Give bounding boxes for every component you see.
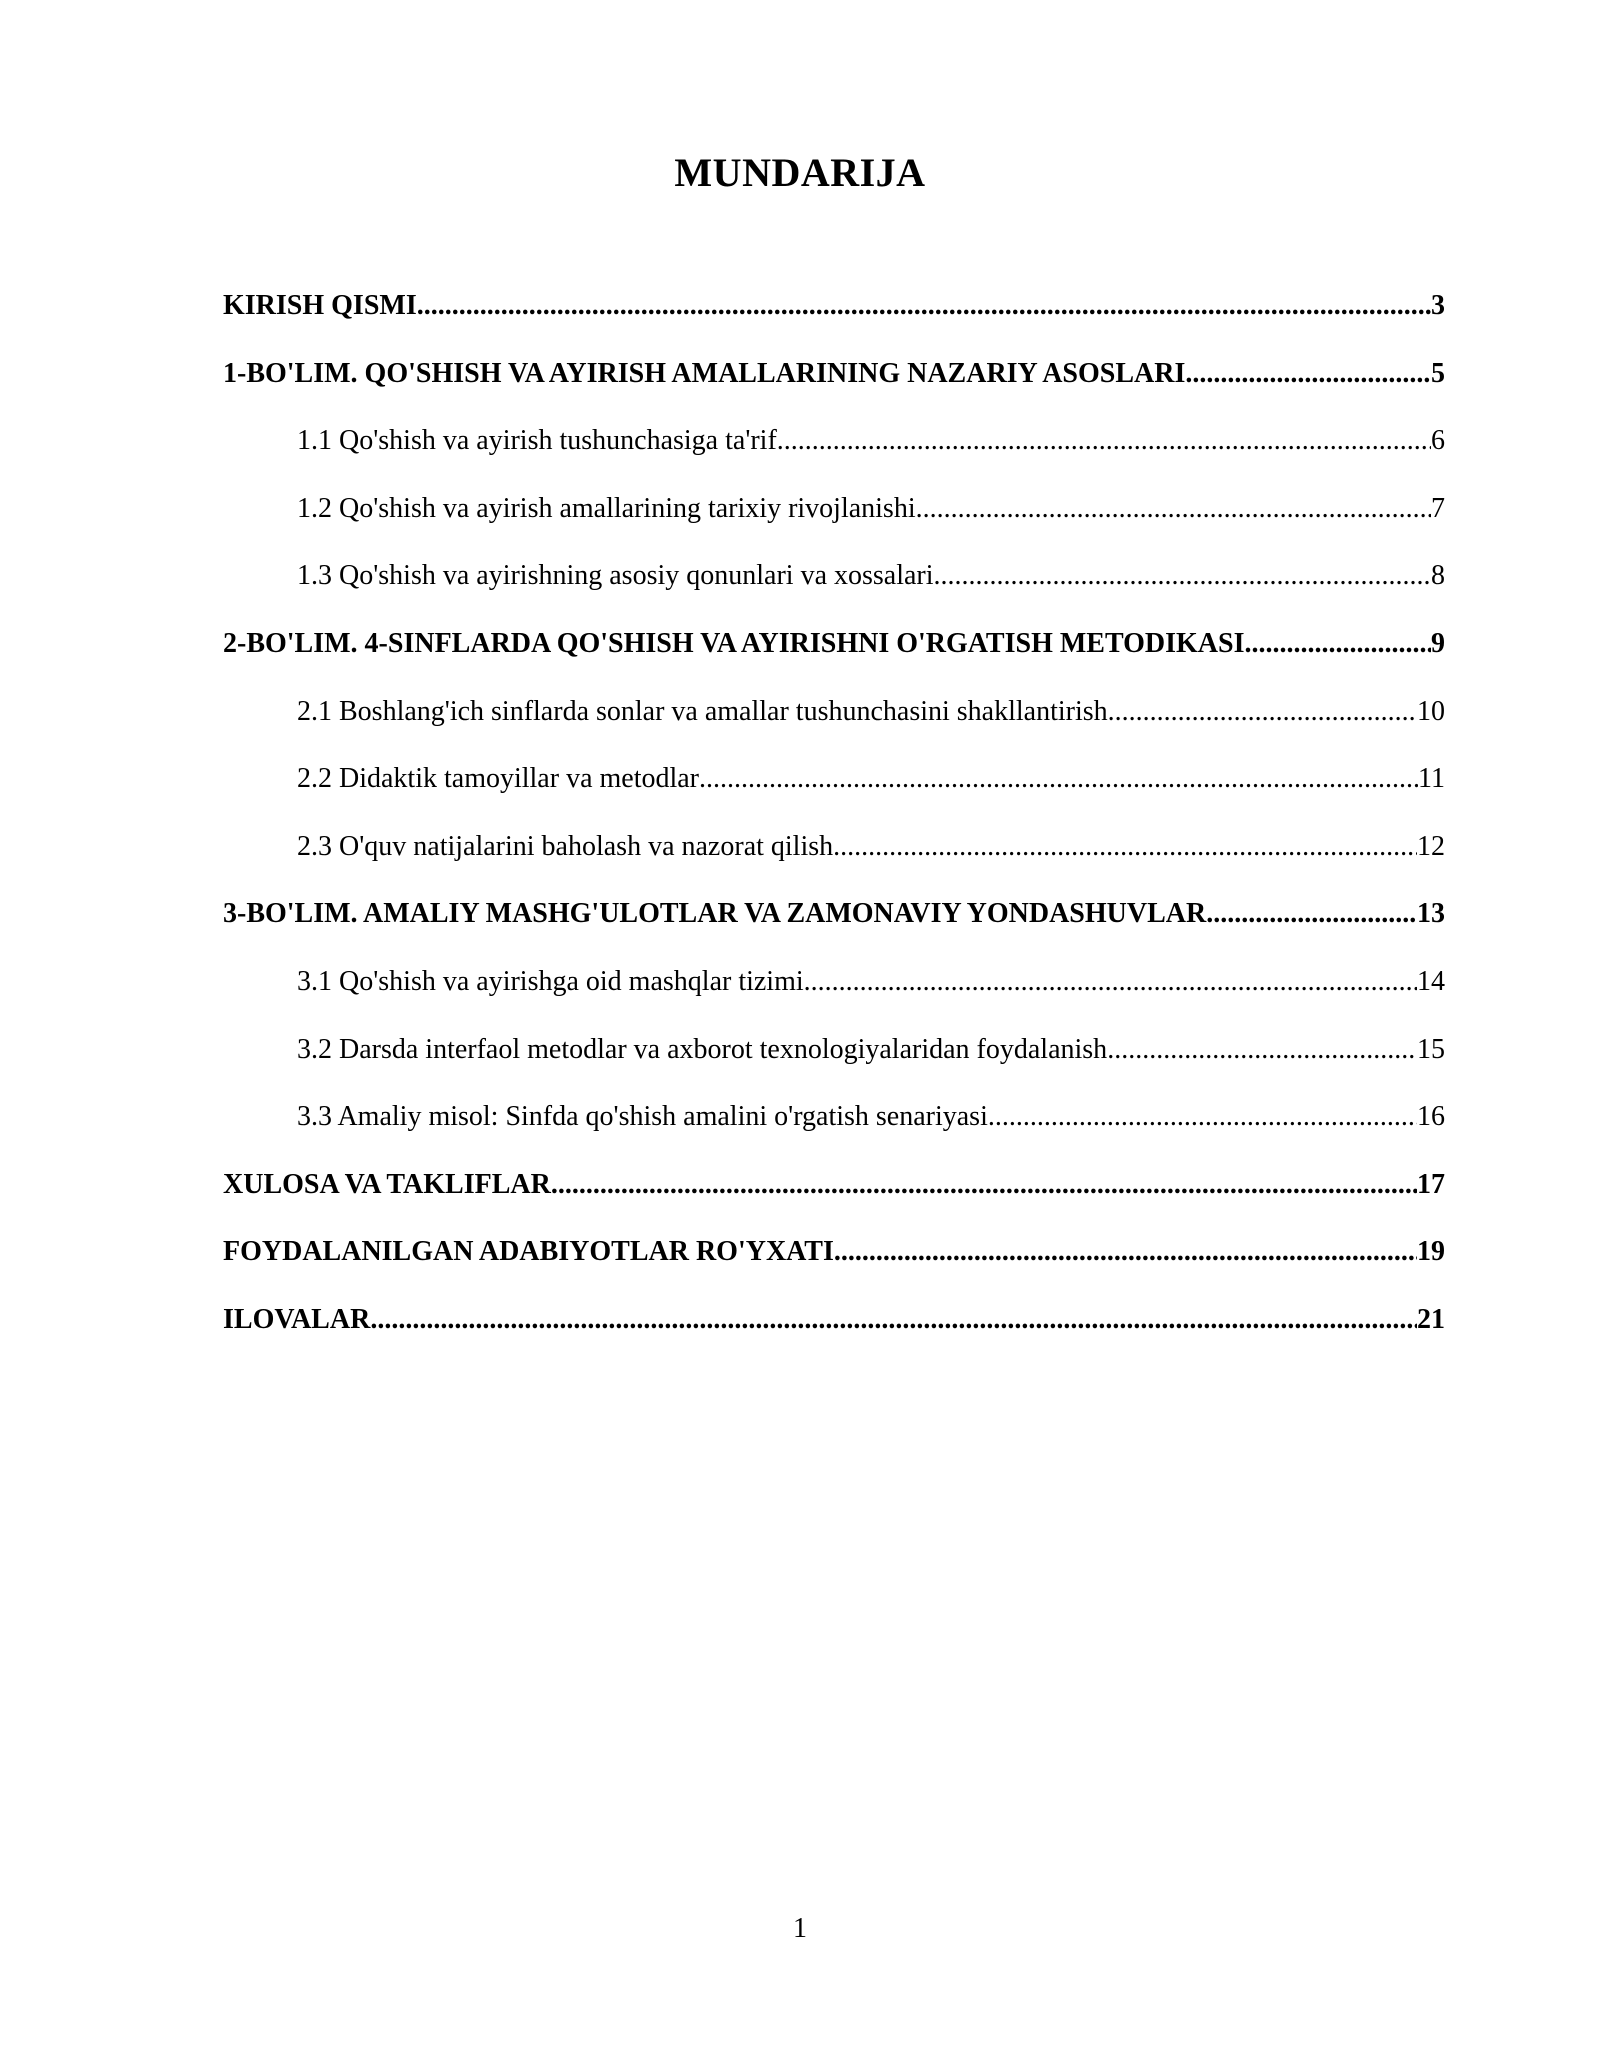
toc-dot-leader (833, 827, 1417, 867)
toc-entry-page: 17 (1417, 1168, 1445, 1200)
toc-dot-leader (777, 421, 1431, 461)
toc-dot-leader (804, 962, 1417, 1002)
toc-entry[interactable] (223, 556, 1445, 624)
toc-entry-title: 1.3 Qo'shish va ayirishning asosiy qonunlari va xossalari (297, 560, 934, 592)
toc-dot-leader (370, 1300, 1417, 1340)
toc-entry-title: 3.3 Amaliy misol: Sinfda qo'shish amalini o'rgatish senariyasi (297, 1101, 988, 1133)
toc-entry-title: 3-BO'LIM. AMALIY MASHG'ULOTLAR VA ZAMONAVIY YONDASHUVLAR (223, 898, 1207, 930)
toc-entry[interactable] (223, 286, 1445, 354)
toc-entry-page: 9 (1431, 627, 1445, 659)
toc-entry[interactable] (223, 759, 1445, 827)
toc-entry-title: 3.2 Darsda interfaol metodlar va axborot texnologiyalaridan foydalanish (297, 1033, 1108, 1065)
toc-dot-leader (934, 556, 1431, 596)
toc-dot-leader (834, 1232, 1417, 1272)
toc-dot-leader (988, 1097, 1417, 1137)
toc-dot-leader (551, 1165, 1417, 1205)
toc-entry-title: 2.2 Didaktik tamoyillar va metodlar (297, 763, 700, 795)
toc-entry[interactable] (223, 1030, 1445, 1098)
toc-entry[interactable] (223, 692, 1445, 760)
toc-entry-page: 15 (1417, 1033, 1445, 1065)
toc-entry[interactable] (223, 489, 1445, 557)
table-of-contents (223, 286, 1445, 1368)
toc-entry[interactable] (223, 1097, 1445, 1165)
toc-entry-title: 1-BO'LIM. QO'SHISH VA AYIRISH AMALLARINING NAZARIY ASOSLARI (223, 357, 1186, 389)
toc-entry-page: 21 (1417, 1303, 1445, 1335)
toc-dot-leader (1244, 624, 1431, 664)
toc-dot-leader (699, 759, 1418, 799)
toc-entry-page: 5 (1431, 357, 1445, 389)
page-number: 1 (793, 1913, 807, 1944)
toc-entry-title: 2-BO'LIM. 4-SINFLARDA QO'SHISH VA AYIRISHNI O'RGATISH METODIKASI (223, 627, 1245, 659)
toc-dot-leader (1107, 1030, 1417, 1070)
toc-dot-leader (916, 489, 1431, 529)
toc-entry[interactable] (223, 624, 1445, 692)
toc-entry-page: 3 (1431, 290, 1445, 321)
toc-entry-title: 1.2 Qo'shish va ayirish amallarining tarixiy rivojlanishi (297, 492, 916, 524)
toc-entry-title: 3.1 Qo'shish va ayirishga oid mashqlar tizimi (297, 965, 804, 997)
toc-entry-page: 12 (1417, 830, 1445, 862)
toc-entry-title: XULOSA VA TAKLIFLAR (223, 1168, 551, 1200)
toc-entry-title: 1.1 Qo'shish va ayirish tushunchasiga ta'rif (297, 425, 777, 457)
toc-dot-leader (1108, 692, 1417, 732)
toc-entry-page: 10 (1417, 695, 1445, 727)
toc-entry-page: 6 (1431, 425, 1445, 457)
toc-dot-leader (1206, 894, 1417, 934)
toc-entry[interactable] (223, 354, 1445, 422)
page-title: MUNDARIJA (674, 150, 926, 195)
toc-entry[interactable] (223, 962, 1445, 1030)
toc-entry[interactable] (223, 1232, 1445, 1300)
toc-entry[interactable] (223, 894, 1445, 962)
toc-entry[interactable] (223, 421, 1445, 489)
toc-entry[interactable] (223, 827, 1445, 895)
toc-entry[interactable] (223, 1300, 1445, 1368)
toc-dot-leader (417, 286, 1431, 326)
toc-entry-title: ILOVALAR (223, 1303, 371, 1335)
toc-entry[interactable] (223, 1165, 1445, 1233)
toc-entry-title: 2.1 Boshlang'ich sinflarda sonlar va amallar tushunchasini shakllantirish (297, 695, 1108, 727)
toc-entry-title: 2.3 O'quv natijalarini baholash va nazorat qilish (297, 830, 834, 862)
toc-entry-page: 8 (1431, 560, 1445, 592)
toc-dot-leader (1185, 354, 1431, 394)
toc-entry-page: 16 (1417, 1101, 1445, 1133)
toc-entry-page: 13 (1417, 898, 1445, 930)
toc-entry-page: 11 (1418, 763, 1445, 795)
toc-entry-title: KIRISH QISMI (223, 290, 417, 321)
toc-entry-page: 7 (1431, 492, 1445, 524)
toc-entry-page: 14 (1417, 965, 1445, 997)
toc-entry-page: 19 (1417, 1236, 1445, 1268)
toc-entry-title: FOYDALANILGAN ADABIYOTLAR RO'YXATI (223, 1236, 834, 1268)
